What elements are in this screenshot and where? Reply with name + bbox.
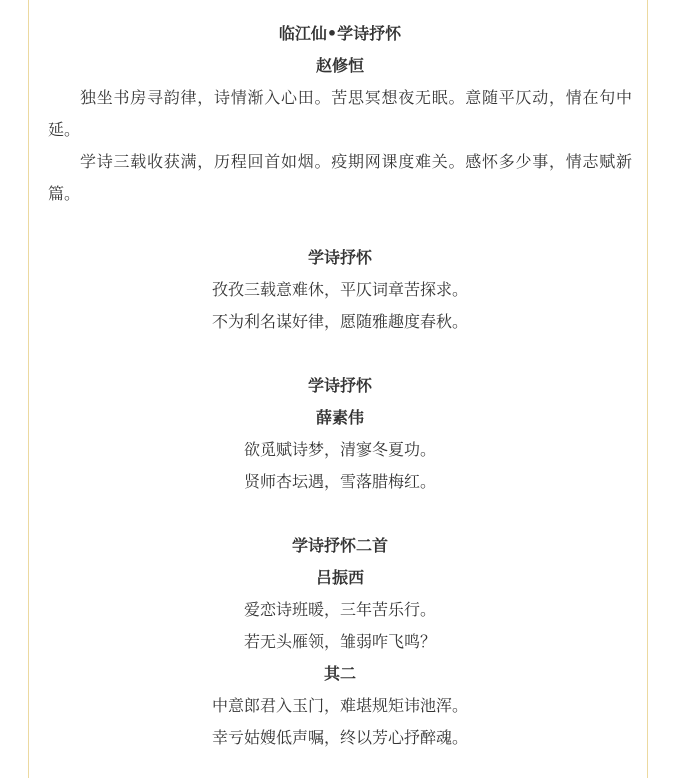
poem-title: 学诗抒怀 (307, 376, 372, 395)
poem-line: 中意郎君入玉门，难堪规矩讳池浑。 (211, 696, 468, 715)
section-gap (48, 210, 632, 242)
poem-author: 吕振西 (315, 568, 364, 587)
poem-title: 学诗抒怀二首 (291, 536, 388, 555)
poem-line: 幸亏姑嫂低声嘱，终以芳心抒醉魂。 (211, 728, 468, 747)
poem-author: 薛素伟 (315, 408, 364, 427)
poem-line: 不为利名谋好律，愿随雅趣度春秋。 (211, 312, 468, 331)
poem-title: 临江仙•学诗抒怀 (278, 24, 402, 43)
poem-subtitle: 其二 (323, 664, 356, 683)
poem-paragraph: 独坐书房寻韵律，诗情渐入心田。苦思冥想夜无眠。意随平仄动，情在句中延。 (48, 88, 632, 139)
section-gap (48, 498, 632, 530)
poem-title: 学诗抒怀 (307, 248, 372, 267)
poem-line: 孜孜三载意难休，平仄词章苦探求。 (211, 280, 468, 299)
article-content (48, 18, 632, 754)
poem-line: 欲觅赋诗梦，清寥冬夏功。 (243, 440, 436, 459)
poem-line: 贤师杏坛遇，雪落腊梅红。 (243, 472, 436, 491)
poem-line: 爱恋诗班暖，三年苦乐行。 (243, 600, 436, 619)
section-gap (48, 338, 632, 370)
poem-author: 赵修恒 (315, 56, 364, 75)
poem-paragraph: 学诗三载收获满，历程回首如烟。疫期网课度难关。感怀多少事，情志赋新篇。 (48, 152, 632, 203)
poem-line: 若无头雁领，雏弱咋飞鸣？ (243, 632, 436, 651)
